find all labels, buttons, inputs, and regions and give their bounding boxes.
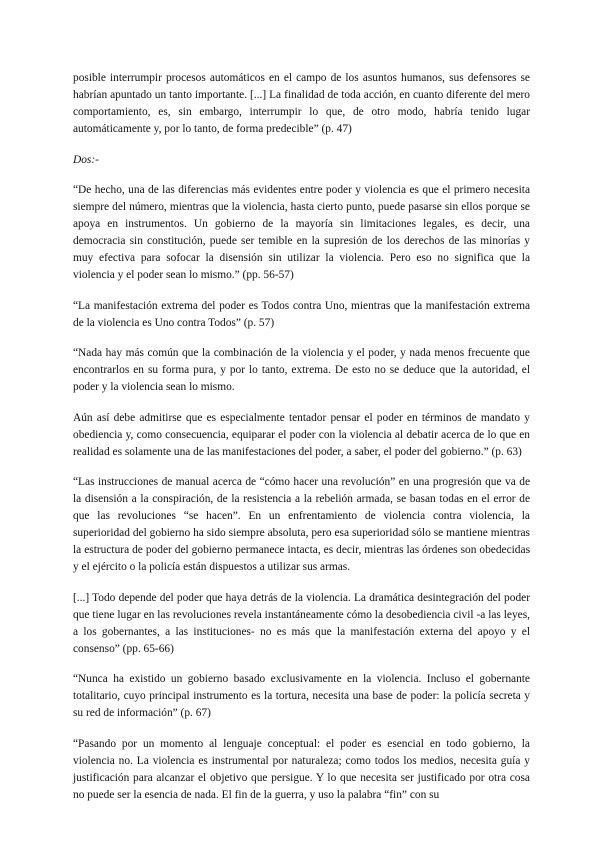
paragraph-3: “De hecho, una de las diferencias más evidentes entre poder y violencia es que el primero necesita siempre del número, mientras que la violencia, hasta cierto punto, puede pasarse sin ellos porque se apoya en instrumentos. Un gobierno de la mayoría sin limitaciones legales, es decir, una democracia sin constitución, puede ser temible en la supresión de los derechos de las minorías y muy efectiva para sofocar la disensión sin utilizar la violencia. Pero eso no significa que la violencia y el poder sean lo mismo.” (pp. 56-57) [73,184,530,281]
paragraph-7: “Las instrucciones de manual acerca de “cómo hacer una revolución” en una progresión que va de la disensión a la conspiración, de la resistencia a la rebelión armada, se basan todas en el error de que las revoluciones “se hacen”. En un enfrentamiento de violencia contra violencia, la superioridad del gobierno ha sido siempre absoluta, pero esa superioridad sólo se mantiene mientras la estructura de poder del gobierno permanece intacta, es decir, mientras las órdenes son obedecidas y el ejército o la policía están dispuestos a utilizar sus armas. [73,476,530,573]
paragraph-6: Aún así debe admitirse que es especialmente tentador pensar el poder en términos de mandato y obediencia y, como consecuencia, equiparar el poder con la violencia al debatir acerca de lo que en realidad es solamente una de las manifestaciones del poder, a saber, el poder del gobierno.” (p. 63) [73,411,530,458]
paragraph-10: “Pasando por un momento al lenguaje conceptual: el poder es esencial en todo gobierno, la violencia no. La violencia es instrumental por naturaleza; como todos los medios, necesita guía y justificación para alcanzar el objetivo que persigue. Y lo que necesita ser justificado por otra cosa no puede ser la esencia de nada. El fin de la guerra, y uso la palabra “fin” con su [73,737,530,801]
section-heading-dos: Dos:- [73,153,99,166]
paragraph-8: [...] Todo depende del poder que haya detrás de la violencia. La dramática desintegración del poder que tiene lugar en las revoluciones revela instantáneamente cómo la desobediencia civil -a las leyes, a los gobernantes, a las instituciones- no es más que la manifestación externa del apoyo y el consenso” (pp. 65-66) [73,591,530,655]
paragraph-9: “Nunca ha existido un gobierno basado exclusivamente en la violencia. Incluso el gobernante totalitario, cuyo principal instrumento es la tortura, necesita una base de poder: la policía secreta y su red de información” (p. 67) [73,673,530,719]
paragraph-4: “La manifestación extrema del poder es Todos contra Uno, mientras que la manifestación extrema de la violencia es Uno contra Todos” (p. 57) [73,299,530,329]
paragraph-5: “Nada hay más común que la combinación de la violencia y el poder, y nada menos frecuente que encontrarlos en su forma pura, y por lo tanto, extrema. De esto no se deduce que la autoridad, el poder y la violencia sean lo mismo. [73,347,530,393]
paragraph-1: posible interrumpir procesos automáticos en el campo de los asuntos humanos, sus defensores se habrían apuntado un tanto importante. [...] La finalidad de toda acción, en cuanto diferente del mero comportamiento, es, sin embargo, interrumpir lo que, de otro modo, habría tenido lugar automáticamente y, por lo tanto, de forma predecible” (p. 47) [73,72,530,135]
